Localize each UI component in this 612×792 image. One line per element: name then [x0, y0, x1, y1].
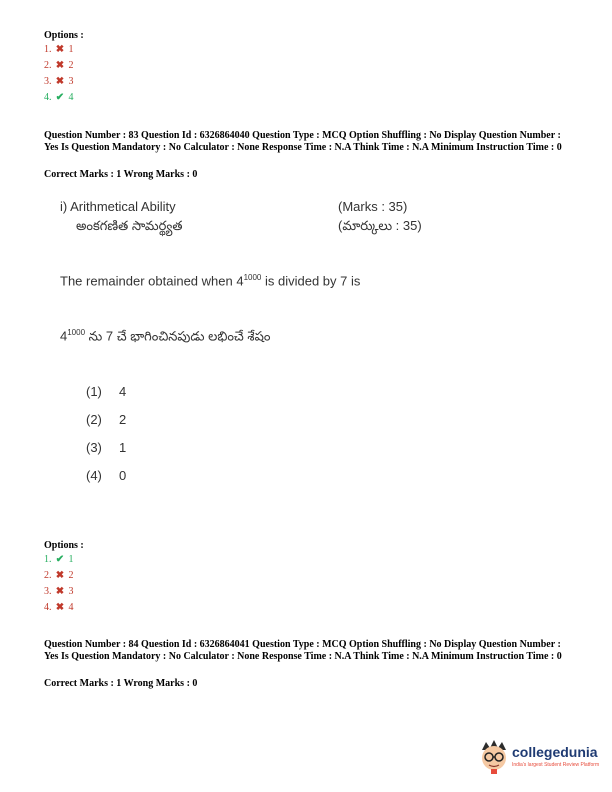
- marks-info: Correct Marks : 1 Wrong Marks : 0: [44, 678, 198, 689]
- logo-mascot-icon: [474, 738, 514, 776]
- choice-value: 0: [119, 468, 127, 483]
- choice-label: (4): [86, 468, 102, 483]
- section-marks: (Marks : 35): [338, 199, 408, 214]
- cross-icon: ✖: [55, 602, 65, 613]
- options-list: [44, 552, 74, 616]
- logo-tagline: India's largest Student Review Platform: [512, 762, 600, 768]
- choice-value: 4: [119, 384, 127, 399]
- options-header: Options :: [44, 30, 84, 41]
- options-header: Options :: [44, 540, 84, 551]
- choice-label: (1): [86, 384, 102, 399]
- choice-value: 2: [119, 412, 127, 427]
- logo-name: collegedunia: [512, 744, 598, 760]
- cross-icon: ✖: [55, 586, 65, 597]
- marks-info: Correct Marks : 1 Wrong Marks : 0: [44, 169, 198, 180]
- check-icon: ✔: [55, 92, 65, 103]
- check-icon: ✔: [55, 554, 65, 565]
- option-item: 2. ✖ 2: [44, 58, 74, 74]
- section-marks-telugu: (మార్కులు : 35): [338, 218, 422, 233]
- option-item: 3. ✖ 3: [44, 584, 74, 600]
- option-item: 1. ✖ 1: [44, 42, 74, 58]
- options-list: [44, 42, 74, 106]
- option-item: 3. ✖ 3: [44, 74, 74, 90]
- option-item: 4. ✔ 4: [44, 90, 74, 106]
- choice-label: (3): [86, 440, 102, 455]
- question-meta: Question Number : 84 Question Id : 6326864041 Question Type : MCQ Option Shuffling : No Display Question Number : Yes Is Question Mandatory : No Calculator : None Response Time : N.A Think Time : N.A Minimum Instruction Time : 0: [44, 639, 562, 662]
- section-title-telugu: అంకగణిత సామర్థ్యత: [76, 218, 183, 233]
- option-item: 2. ✖ 2: [44, 568, 74, 584]
- choice-value: 1: [119, 440, 127, 455]
- choice-label: (2): [86, 412, 102, 427]
- option-item: 4. ✖ 4: [44, 600, 74, 616]
- option-item: 1. ✔ 1: [44, 552, 74, 568]
- cross-icon: ✖: [55, 60, 65, 71]
- question-text-telugu: $4^{1000}$ ను 7 చే భాగించినపుడు లభించే శేషం: [60, 328, 271, 344]
- question-meta: Question Number : 83 Question Id : 6326864040 Question Type : MCQ Option Shuffling : No Display Question Number : Yes Is Question Mandatory : No Calculator : None Response Time : N.A Think Time : N.A Minimum Instruction Time : 0: [44, 130, 562, 153]
- cross-icon: ✖: [55, 76, 65, 87]
- cross-icon: ✖: [55, 570, 65, 581]
- cross-icon: ✖: [55, 44, 65, 55]
- question-text: The remainder obtained when $4^{1000}$ is divided by 7 is: [60, 273, 361, 289]
- section-title: i) Arithmetical Ability: [60, 199, 176, 214]
